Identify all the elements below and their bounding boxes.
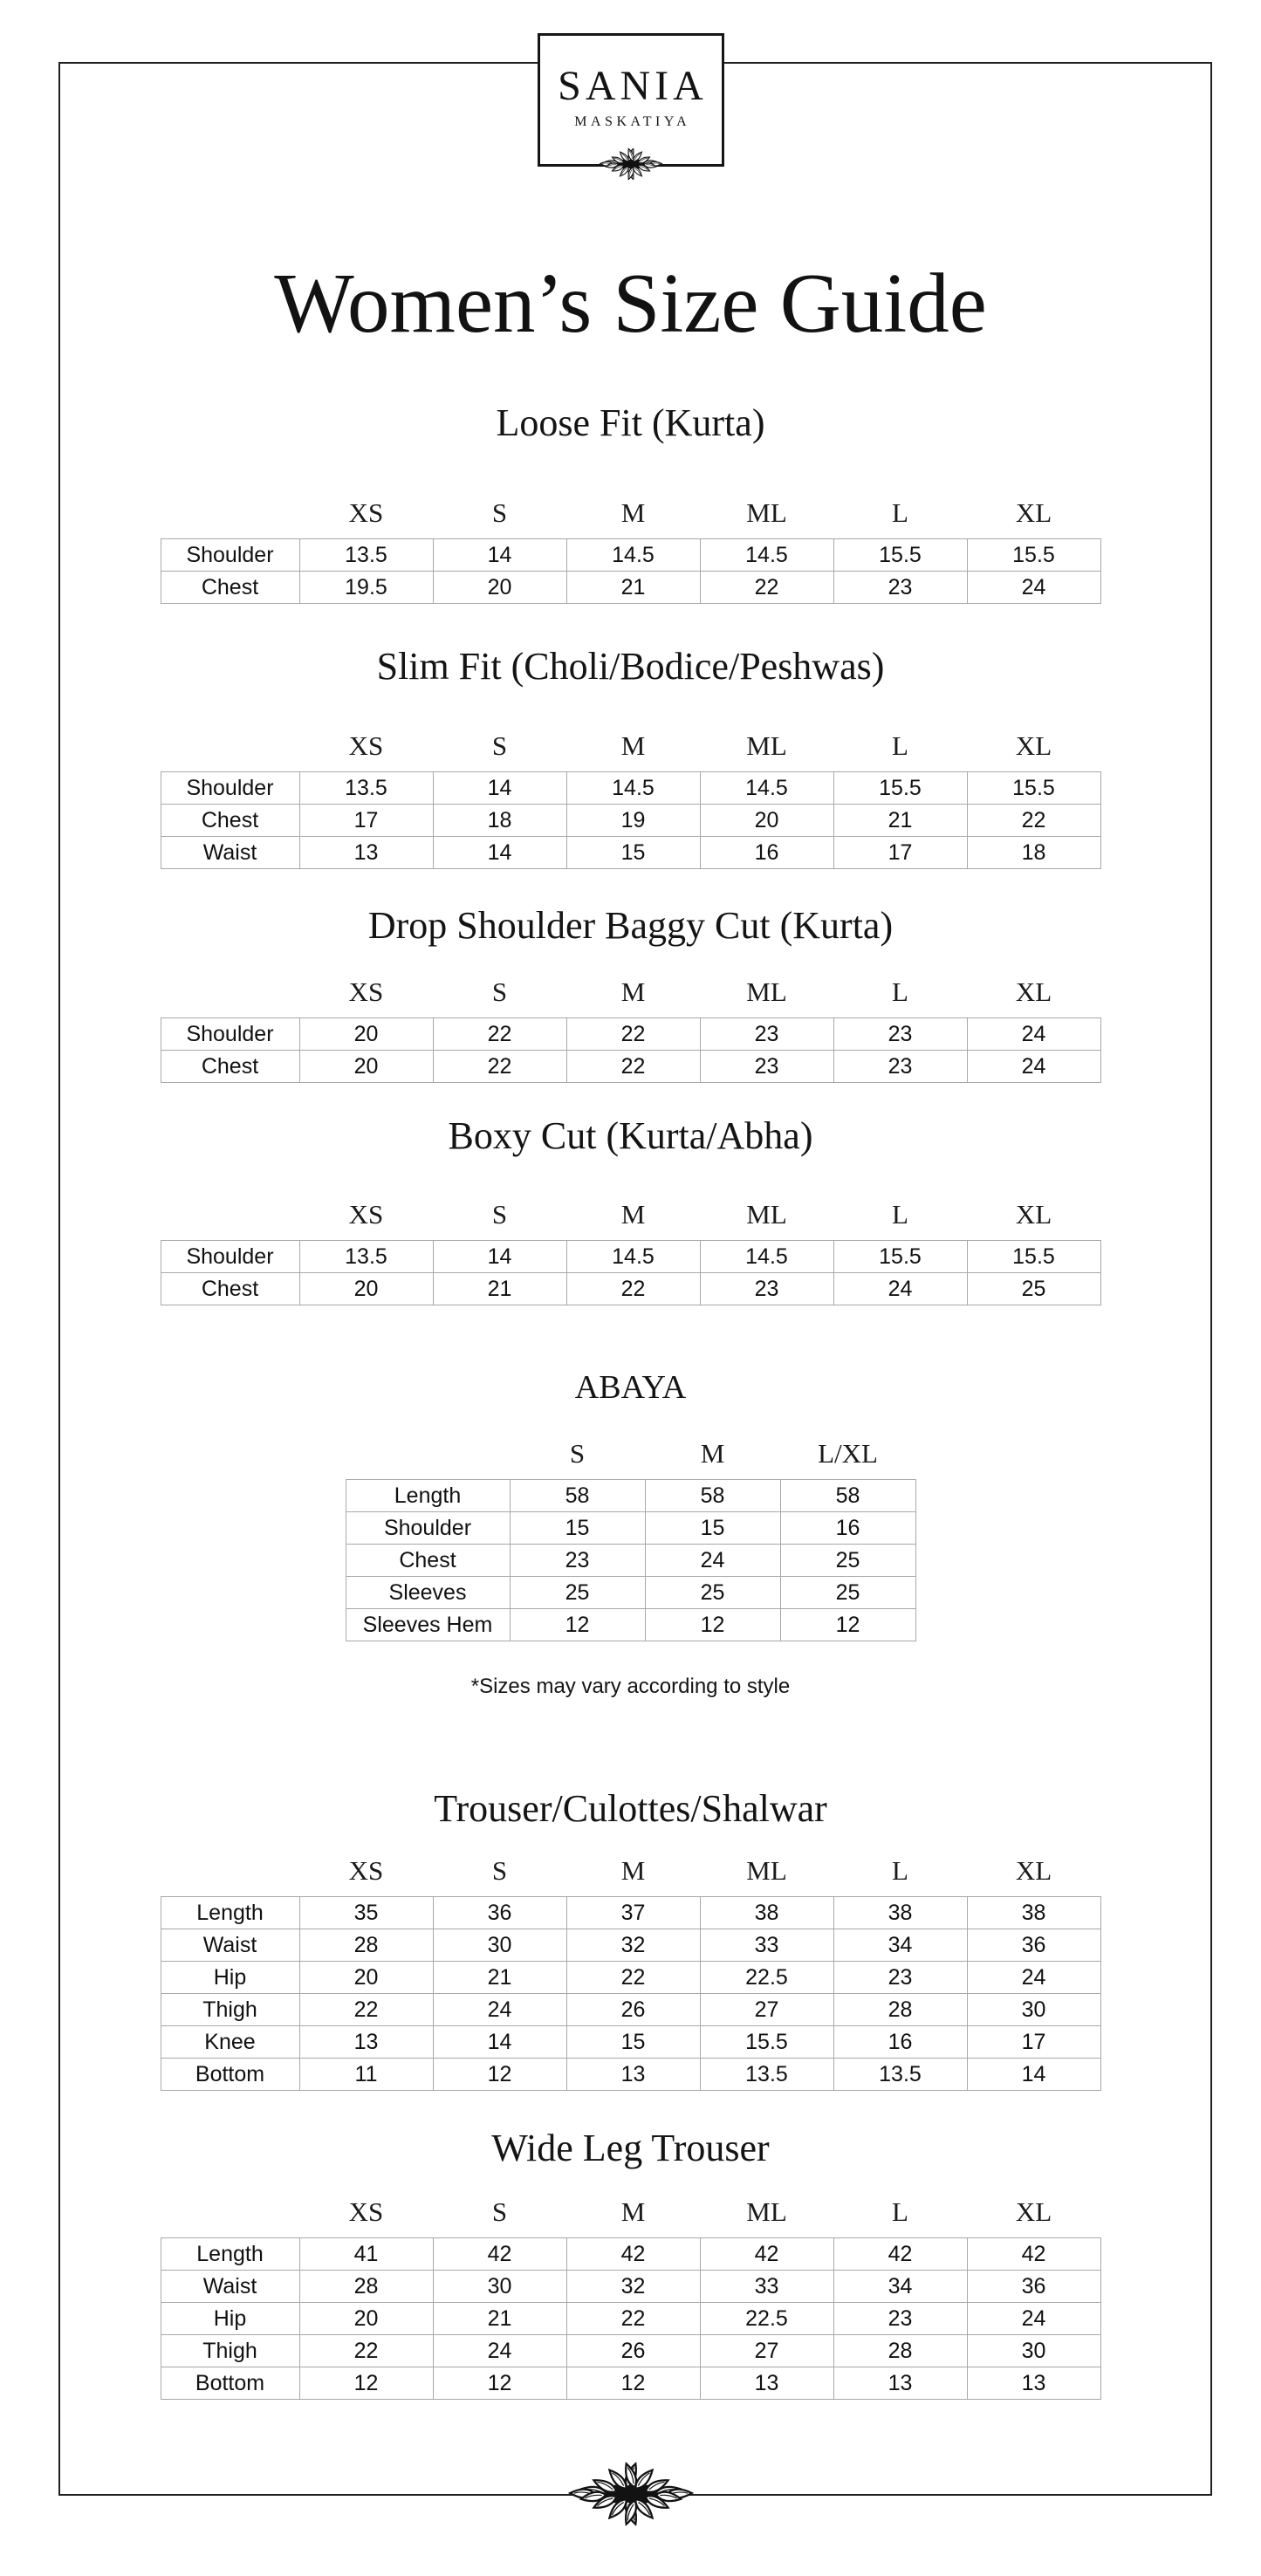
size-table	[161, 1017, 1101, 1083]
size-value: 34	[833, 2271, 967, 2303]
size-value: 21	[566, 572, 700, 604]
size-column-header: M	[620, 730, 646, 761]
table-row	[161, 2367, 1100, 2400]
size-value: 42	[967, 2238, 1100, 2271]
size-value: 28	[833, 2335, 967, 2367]
size-value: 27	[700, 2335, 833, 2367]
row-label: Shoulder	[161, 539, 299, 572]
size-column-header: M	[700, 1438, 725, 1469]
size-value: 15.5	[967, 772, 1100, 805]
size-value: 14.5	[566, 1241, 700, 1273]
size-value: 19	[566, 805, 700, 837]
table-row	[161, 1994, 1100, 2026]
size-value: 13.5	[299, 772, 433, 805]
size-value: 13	[700, 2367, 833, 2400]
size-value: 22	[566, 2303, 700, 2335]
size-value: 15.5	[833, 1241, 967, 1273]
size-value: 42	[566, 2238, 700, 2271]
size-value: 37	[566, 1897, 700, 1929]
table-row	[161, 572, 1100, 604]
section-title: Drop Shoulder Baggy Cut (Kurta)	[367, 904, 894, 947]
size-value: 22.5	[700, 2303, 833, 2335]
size-value: 22	[566, 1018, 700, 1051]
page-title: Women’s Size Guide	[274, 257, 987, 350]
size-value: 33	[700, 2271, 833, 2303]
size-column-headers	[161, 977, 1100, 1007]
size-value: 25	[780, 1545, 915, 1577]
size-value: 15	[645, 1512, 780, 1545]
size-column-header: ML	[746, 976, 787, 1007]
size-value: 22	[299, 2335, 433, 2367]
row-label: Waist	[161, 1929, 299, 1962]
size-value: 22	[566, 1962, 700, 1994]
size-value: 13	[833, 2367, 967, 2400]
size-column-headers	[161, 498, 1100, 528]
size-value: 25	[967, 1273, 1100, 1305]
size-value: 23	[510, 1545, 645, 1577]
size-column-header: XS	[348, 1199, 384, 1230]
size-value: 30	[433, 2271, 566, 2303]
table-row	[346, 1577, 915, 1609]
row-label: Shoulder	[161, 1241, 299, 1273]
size-value: 15	[566, 2026, 700, 2059]
section-title: ABAYA	[574, 1369, 687, 1406]
size-value: 22	[433, 1051, 566, 1083]
size-table	[161, 2237, 1101, 2400]
size-column-header: XS	[348, 730, 384, 761]
section-title: Wide Leg Trouser	[491, 2127, 770, 2169]
size-value: 13	[967, 2367, 1100, 2400]
size-column-headers	[161, 1856, 1100, 1886]
size-value: 30	[967, 2335, 1100, 2367]
size-value: 28	[299, 2271, 433, 2303]
size-column-headers	[161, 2197, 1100, 2227]
row-label: Chest	[161, 1051, 299, 1083]
size-table-section	[0, 1365, 1261, 1699]
size-value: 14.5	[700, 772, 833, 805]
column-header-spacer	[161, 1200, 299, 1230]
size-value: 20	[299, 1962, 433, 1994]
brand-name: SANIA	[558, 63, 708, 109]
table-row	[161, 2026, 1100, 2059]
size-column-headers	[161, 1200, 1100, 1230]
size-value: 12	[510, 1609, 645, 1641]
size-column-header: L	[892, 2196, 908, 2227]
size-value: 42	[833, 2238, 967, 2271]
row-label: Chest	[161, 572, 299, 604]
row-label: Knee	[161, 2026, 299, 2059]
size-value: 26	[566, 2335, 700, 2367]
table-row	[161, 2335, 1100, 2367]
size-value: 42	[700, 2238, 833, 2271]
size-value: 14.5	[700, 539, 833, 572]
size-table-section	[0, 2125, 1261, 2400]
size-column-header: ML	[746, 497, 787, 528]
size-value: 24	[833, 1273, 967, 1305]
table-row	[161, 1897, 1100, 1929]
size-value: 22	[433, 1018, 566, 1051]
size-value: 24	[645, 1545, 780, 1577]
size-value: 58	[645, 1480, 780, 1512]
size-table	[161, 1240, 1101, 1305]
column-header-spacer	[161, 977, 299, 1007]
size-value: 15.5	[967, 1241, 1100, 1273]
row-label: Thigh	[161, 1994, 299, 2026]
column-header-spacer	[346, 1439, 510, 1469]
row-label: Sleeves Hem	[346, 1609, 510, 1641]
size-value: 15.5	[700, 2026, 833, 2059]
size-column-header: S	[491, 1199, 508, 1230]
size-value: 30	[967, 1994, 1100, 2026]
brand-subname: MASKATIYA	[574, 114, 691, 129]
size-value: 24	[967, 2303, 1100, 2335]
size-column-header: S	[491, 1855, 508, 1886]
size-value: 15	[510, 1512, 645, 1545]
size-column-header: XS	[348, 1855, 384, 1886]
size-table-section	[0, 400, 1261, 604]
size-value: 12	[433, 2059, 566, 2091]
size-column-header: XL	[1015, 1855, 1052, 1886]
row-label: Bottom	[161, 2059, 299, 2091]
size-column-header: L	[892, 497, 908, 528]
table-row	[346, 1609, 915, 1641]
size-value: 58	[510, 1480, 645, 1512]
size-value: 38	[833, 1897, 967, 1929]
size-value: 14.5	[566, 539, 700, 572]
size-value: 24	[967, 572, 1100, 604]
table-row	[161, 1273, 1100, 1305]
size-value: 20	[700, 805, 833, 837]
size-value: 20	[299, 1018, 433, 1051]
size-value: 12	[299, 2367, 433, 2400]
column-header-spacer	[161, 1856, 299, 1886]
size-table	[346, 1479, 916, 1641]
size-column-header: L	[892, 1199, 908, 1230]
size-value: 21	[433, 2303, 566, 2335]
size-value: 14	[433, 2026, 566, 2059]
size-value: 14	[433, 1241, 566, 1273]
size-column-header: XS	[348, 976, 384, 1007]
size-value: 21	[433, 1273, 566, 1305]
size-value: 24	[967, 1018, 1100, 1051]
size-column-header: XL	[1015, 730, 1052, 761]
size-value: 58	[780, 1480, 915, 1512]
size-value: 25	[510, 1577, 645, 1609]
size-value: 23	[700, 1273, 833, 1305]
size-value: 14	[433, 837, 566, 869]
size-value: 14	[433, 772, 566, 805]
size-value: 19.5	[299, 572, 433, 604]
size-table	[161, 1896, 1101, 2091]
size-value: 23	[833, 1962, 967, 1994]
size-value: 13	[299, 2026, 433, 2059]
section-title: Slim Fit (Choli/Bodice/Peshwas)	[376, 645, 885, 688]
size-column-header: L/XL	[818, 1438, 878, 1469]
size-value: 14.5	[566, 772, 700, 805]
section-title: Boxy Cut (Kurta/Abha)	[448, 1114, 813, 1157]
size-value: 23	[833, 572, 967, 604]
size-value: 11	[299, 2059, 433, 2091]
size-value: 20	[299, 1273, 433, 1305]
column-header-spacer	[161, 2197, 299, 2227]
size-column-header: ML	[746, 730, 787, 761]
size-note: *Sizes may vary according to style	[470, 1675, 791, 1698]
size-value: 23	[833, 2303, 967, 2335]
section-title: Trouser/Culottes/Shalwar	[434, 1787, 827, 1830]
size-column-header: L	[892, 730, 908, 761]
size-column-header: ML	[746, 1855, 787, 1886]
size-column-header: ML	[746, 1199, 787, 1230]
size-column-header: XL	[1015, 976, 1052, 1007]
size-column-header: M	[620, 976, 646, 1007]
size-value: 22	[299, 1994, 433, 2026]
size-value: 12	[566, 2367, 700, 2400]
size-value: 23	[833, 1018, 967, 1051]
size-value: 22	[566, 1273, 700, 1305]
row-label: Bottom	[161, 2367, 299, 2400]
row-label: Thigh	[161, 2335, 299, 2367]
size-column-header: S	[569, 1438, 586, 1469]
size-value: 18	[967, 837, 1100, 869]
size-column-header: S	[491, 2196, 508, 2227]
size-value: 23	[833, 1051, 967, 1083]
size-value: 12	[433, 2367, 566, 2400]
size-value: 22	[967, 805, 1100, 837]
row-label: Hip	[161, 2303, 299, 2335]
size-column-header: S	[491, 497, 508, 528]
size-column-header: S	[491, 976, 508, 1007]
size-column-header: XL	[1015, 2196, 1052, 2227]
size-value: 15.5	[833, 772, 967, 805]
table-row	[161, 1929, 1100, 1962]
size-value: 25	[780, 1577, 915, 1609]
table-row	[161, 2238, 1100, 2271]
size-column-header: S	[491, 730, 508, 761]
row-label: Shoulder	[346, 1512, 510, 1545]
size-value: 21	[833, 805, 967, 837]
size-value: 30	[433, 1929, 566, 1962]
table-row	[161, 1018, 1100, 1051]
table-row	[346, 1545, 915, 1577]
size-table	[161, 771, 1101, 869]
size-column-header: XL	[1015, 497, 1052, 528]
column-header-spacer	[161, 731, 299, 761]
row-label: Length	[346, 1480, 510, 1512]
row-label: Waist	[161, 2271, 299, 2303]
laurel-leaves-icon	[552, 2460, 710, 2529]
size-value: 13.5	[299, 1241, 433, 1273]
size-value: 13.5	[833, 2059, 967, 2091]
size-table	[161, 538, 1101, 604]
size-value: 32	[566, 2271, 700, 2303]
size-value: 12	[645, 1609, 780, 1641]
row-label: Chest	[346, 1545, 510, 1577]
size-value: 36	[433, 1897, 566, 1929]
size-column-headers	[346, 1439, 915, 1469]
size-value: 38	[700, 1897, 833, 1929]
size-value: 16	[780, 1512, 915, 1545]
size-value: 15.5	[967, 539, 1100, 572]
table-row	[161, 805, 1100, 837]
size-table-section	[0, 902, 1261, 1083]
size-value: 13.5	[299, 539, 433, 572]
size-value: 14	[433, 539, 566, 572]
table-row	[161, 539, 1100, 572]
column-header-spacer	[161, 498, 299, 528]
size-column-header: XS	[348, 497, 384, 528]
size-value: 20	[433, 572, 566, 604]
table-row	[161, 1051, 1100, 1083]
table-row	[346, 1480, 915, 1512]
size-value: 26	[566, 1994, 700, 2026]
size-value: 34	[833, 1929, 967, 1962]
size-value: 36	[967, 2271, 1100, 2303]
row-label: Shoulder	[161, 1018, 299, 1051]
size-value: 22	[700, 572, 833, 604]
size-value: 35	[299, 1897, 433, 1929]
size-column-header: L	[892, 976, 908, 1007]
size-value: 14	[967, 2059, 1100, 2091]
size-value: 17	[967, 2026, 1100, 2059]
size-column-header: M	[620, 497, 646, 528]
table-row	[161, 1241, 1100, 1273]
size-column-header: L	[892, 1855, 908, 1886]
size-value: 22.5	[700, 1962, 833, 1994]
size-value: 24	[433, 1994, 566, 2026]
size-value: 15	[566, 837, 700, 869]
size-value: 24	[433, 2335, 566, 2367]
size-value: 16	[700, 837, 833, 869]
size-value: 13	[566, 2059, 700, 2091]
size-value: 23	[700, 1051, 833, 1083]
size-value: 22	[566, 1051, 700, 1083]
row-label: Waist	[161, 837, 299, 869]
size-value: 27	[700, 1994, 833, 2026]
row-label: Chest	[161, 805, 299, 837]
size-table-section	[0, 1785, 1261, 2091]
size-value: 12	[780, 1609, 915, 1641]
row-label: Chest	[161, 1273, 299, 1305]
size-column-header: XL	[1015, 1199, 1052, 1230]
laurel-leaves-icon	[591, 147, 671, 182]
row-label: Shoulder	[161, 772, 299, 805]
size-value: 20	[299, 2303, 433, 2335]
size-value: 25	[645, 1577, 780, 1609]
size-column-header: ML	[746, 2196, 787, 2227]
size-column-header: XS	[348, 2196, 384, 2227]
size-value: 18	[433, 805, 566, 837]
size-value: 15.5	[833, 539, 967, 572]
table-row	[161, 2059, 1100, 2091]
brand-logo	[538, 33, 724, 167]
size-value: 24	[967, 1051, 1100, 1083]
size-value: 23	[700, 1018, 833, 1051]
size-table-section	[0, 643, 1261, 869]
size-value: 13	[299, 837, 433, 869]
row-label: Hip	[161, 1962, 299, 1994]
size-table-section	[0, 1113, 1261, 1305]
size-value: 33	[700, 1929, 833, 1962]
size-value: 20	[299, 1051, 433, 1083]
size-value: 28	[299, 1929, 433, 1962]
size-value: 14.5	[700, 1241, 833, 1273]
table-row	[161, 2271, 1100, 2303]
size-value: 13.5	[700, 2059, 833, 2091]
table-row	[161, 2303, 1100, 2335]
row-label: Length	[161, 2238, 299, 2271]
size-value: 24	[967, 1962, 1100, 1994]
table-row	[161, 837, 1100, 869]
size-value: 17	[299, 805, 433, 837]
row-label: Length	[161, 1897, 299, 1929]
table-row	[161, 1962, 1100, 1994]
table-row	[346, 1512, 915, 1545]
size-value: 16	[833, 2026, 967, 2059]
size-value: 28	[833, 1994, 967, 2026]
size-value: 38	[967, 1897, 1100, 1929]
size-value: 17	[833, 837, 967, 869]
row-label: Sleeves	[346, 1577, 510, 1609]
section-title: Loose Fit (Kurta)	[496, 401, 765, 444]
size-column-headers	[161, 731, 1100, 761]
size-value: 32	[566, 1929, 700, 1962]
size-column-header: M	[620, 2196, 646, 2227]
size-value: 42	[433, 2238, 566, 2271]
size-column-header: M	[620, 1199, 646, 1230]
table-row	[161, 772, 1100, 805]
size-column-header: M	[620, 1855, 646, 1886]
size-value: 21	[433, 1962, 566, 1994]
size-value: 41	[299, 2238, 433, 2271]
size-value: 36	[967, 1929, 1100, 1962]
